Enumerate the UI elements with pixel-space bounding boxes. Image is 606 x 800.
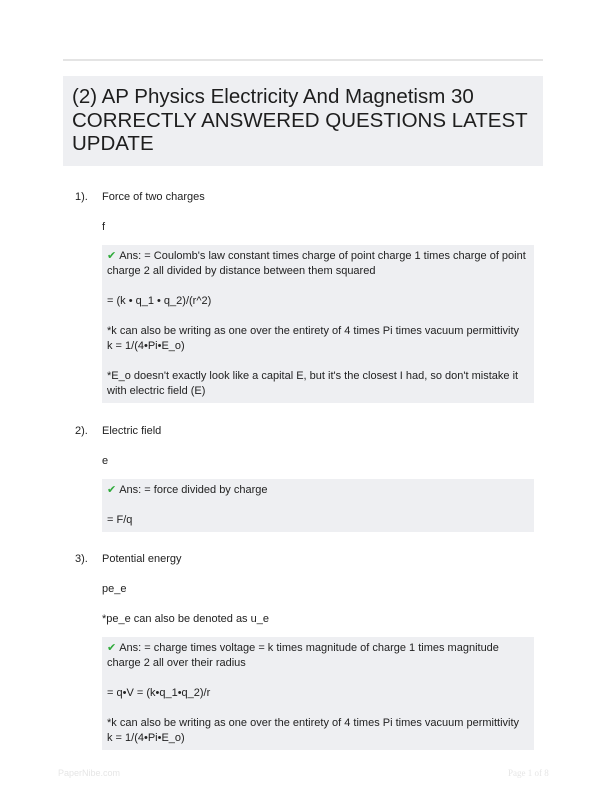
question-term: f [102, 221, 106, 233]
answer-formula: = F/q [107, 514, 133, 526]
check-icon: ✔ [107, 250, 117, 262]
answer-box-3 [102, 637, 534, 750]
answer-note-formula: k = 1/(4•Pi•E_o) [107, 340, 185, 352]
page-number: Page 1 of 8 [508, 768, 549, 778]
question-term-note: *pe_e can also be denoted as u_e [102, 613, 269, 625]
footer-watermark: PaperNibe.com [58, 768, 121, 778]
answer-formula: = q•V = (k•q_1•q_2)/r [107, 687, 211, 699]
question-text: Force of two charges [102, 191, 205, 203]
page-title: (2) AP Physics Electricity And Magnetism 30 CORRECTLY ANSWERED QUESTIONS LATEST UPDATE [72, 85, 528, 155]
question-number: 3). [75, 553, 88, 565]
answer-box-1 [102, 245, 534, 403]
check-icon: ✔ [107, 484, 117, 496]
question-term: pe_e [102, 583, 127, 595]
question-term: e [102, 455, 109, 467]
question-text: Potential energy [102, 553, 182, 565]
title-banner [63, 76, 543, 166]
question-number: 2). [75, 425, 88, 437]
answer-lead: Ans: = Coulomb's law constant times charge of point charge 1 times charge of point charge 2 all divided by distance between them squared [107, 250, 526, 277]
top-divider [63, 59, 543, 61]
answer-note: *E_o doesn't exactly look like a capital E, but it's the closest I had, so don't mistake it with electric field (E) [107, 370, 519, 397]
answer-box-2 [102, 479, 534, 532]
answer-lead: Ans: = charge times voltage = k times magnitude of charge 1 times magnitude charge 2 all over their radius [107, 642, 499, 669]
question-number: 1). [75, 191, 88, 203]
question-text: Electric field [102, 425, 162, 437]
answer-note-formula: k = 1/(4•Pi•E_o) [107, 732, 185, 744]
answer-note: *k can also be writing as one over the entirety of 4 times Pi times vacuum permittivity [107, 325, 520, 337]
answer-lead: Ans: = force divided by charge [119, 484, 268, 496]
answer-note: *k can also be writing as one over the entirety of 4 times Pi times vacuum permittivity [107, 717, 520, 729]
check-icon: ✔ [107, 642, 117, 654]
answer-formula: = (k • q_1 • q_2)/(r^2) [107, 295, 212, 307]
